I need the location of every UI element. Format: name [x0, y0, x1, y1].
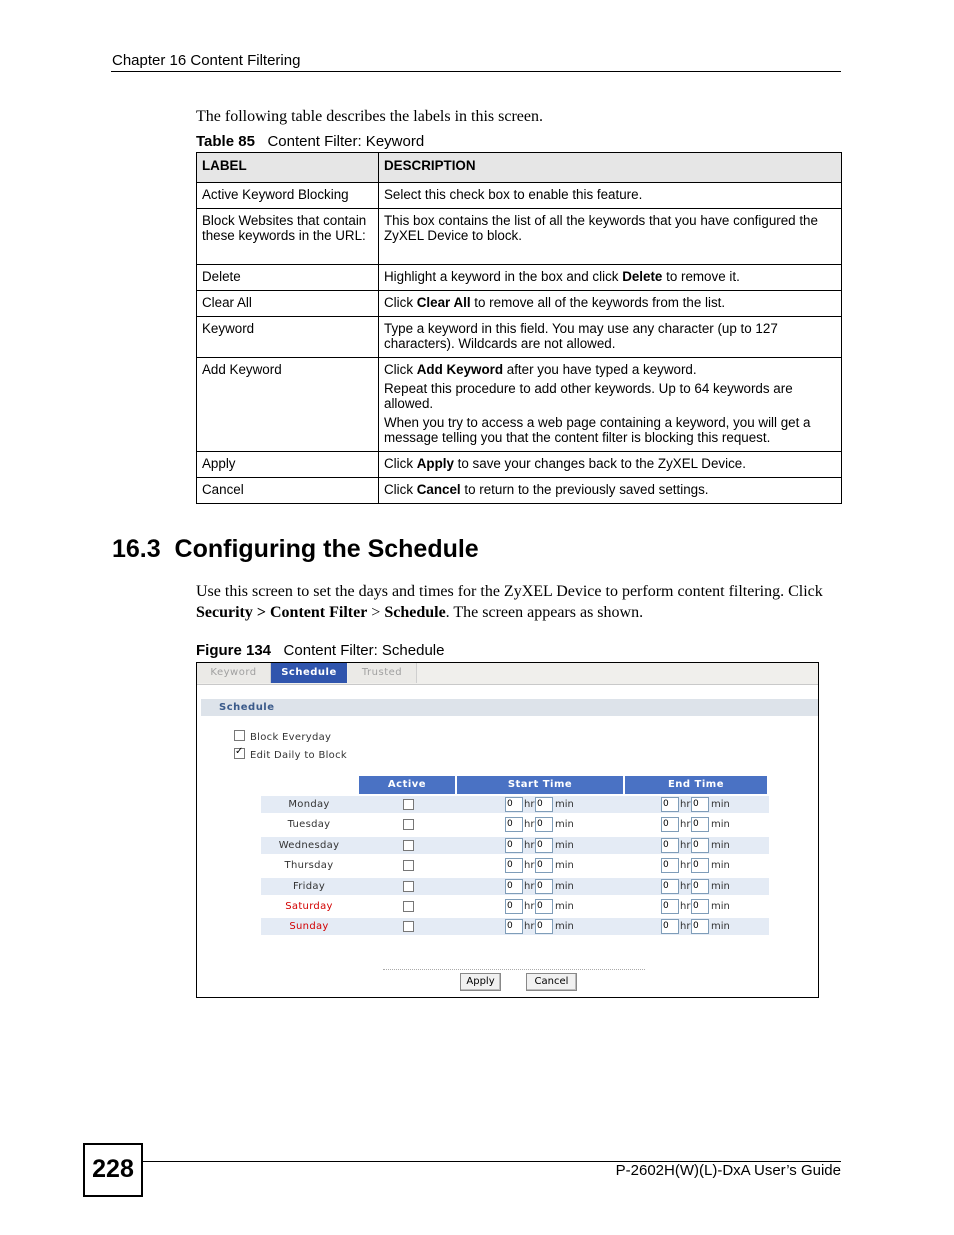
hr-unit-label: hr — [680, 819, 691, 831]
start-minute-input[interactable]: 0 — [535, 879, 553, 894]
end-minute-input[interactable]: 0 — [691, 919, 709, 934]
min-unit-label: min — [555, 901, 574, 912]
day-label: Monday — [288, 799, 330, 810]
desc-paragraph — [384, 362, 836, 377]
hr-unit-label: hr — [680, 799, 691, 810]
start-hour-input[interactable]: 0 — [505, 838, 523, 853]
hr-unit-label: hr — [524, 819, 535, 831]
hr-unit-label: hr — [524, 880, 535, 892]
day-active-checkbox[interactable] — [403, 840, 414, 851]
min-unit-label: min — [711, 921, 730, 933]
desc-text: to remove it. — [662, 269, 740, 284]
end-hour-input[interactable]: 0 — [661, 817, 679, 832]
guide-title: P-2602H(W)(L)-DxA User’s Guide — [615, 1162, 841, 1179]
col-label-header: LABEL — [197, 153, 379, 183]
desc-text: to remove all of the keywords from the list. — [470, 295, 726, 310]
desc-text: to save your changes back to the ZyXEL Device. — [453, 456, 746, 471]
cancel-button[interactable]: Cancel — [526, 973, 577, 991]
edit-daily-option — [234, 748, 347, 761]
col-active-header: Active — [359, 776, 455, 794]
row-label: Keyword — [197, 317, 379, 358]
row-description — [379, 478, 842, 504]
hr-unit-label: hr — [524, 799, 535, 810]
row-label: Block Websites that contain these keywords in the URL: — [197, 209, 379, 265]
section-title: 16.3 Configuring the Schedule — [112, 535, 479, 563]
end-hour-input[interactable]: 0 — [661, 797, 679, 812]
desc-text: Click — [384, 295, 417, 310]
nav-separator: > — [367, 603, 385, 621]
figure-caption-title: Content Filter: Schedule — [283, 642, 445, 659]
start-minute-input[interactable]: 0 — [535, 858, 553, 873]
start-minute-input[interactable]: 0 — [535, 838, 553, 853]
row-label: Add Keyword — [197, 358, 379, 452]
figure-caption-number: Figure 134 — [196, 642, 272, 659]
end-hour-input[interactable]: 0 — [661, 858, 679, 873]
edit-daily-checkbox[interactable] — [234, 748, 245, 759]
row-label: Cancel — [197, 478, 379, 504]
day-active-checkbox[interactable] — [403, 901, 414, 912]
end-minute-input[interactable]: 0 — [691, 817, 709, 832]
row-description: Select this check box to enable this feature. — [379, 183, 842, 209]
row-description — [379, 291, 842, 317]
section-body — [196, 582, 836, 623]
day-label: Wednesday — [278, 839, 340, 851]
page-number: 228 — [92, 1155, 134, 1183]
desc-text: Click — [384, 482, 417, 497]
desc-bold: Clear All — [416, 295, 471, 310]
hr-unit-label: hr — [524, 860, 535, 872]
hr-unit-label: hr — [524, 901, 535, 912]
table-row — [197, 358, 842, 452]
min-unit-label: min — [555, 839, 574, 851]
min-unit-label: min — [555, 819, 574, 831]
schedule-screenshot — [196, 662, 819, 998]
hr-unit-label: hr — [680, 880, 691, 892]
start-minute-input[interactable]: 0 — [535, 797, 553, 812]
start-hour-input[interactable]: 0 — [505, 899, 523, 914]
table-row — [197, 478, 842, 504]
hr-unit-label: hr — [524, 839, 535, 851]
row-description — [379, 358, 842, 452]
table-row — [197, 291, 842, 317]
start-minute-input[interactable]: 0 — [535, 817, 553, 832]
schedule-section-title: Schedule — [219, 702, 275, 713]
day-active-checkbox[interactable] — [403, 881, 414, 892]
table-row — [197, 317, 842, 358]
end-minute-input[interactable]: 0 — [691, 858, 709, 873]
desc-paragraph: When you try to access a web page containing a keyword, you will get a message telling you that the content filter is blocking this request. — [384, 415, 811, 445]
col-end-time-header: End Time — [625, 776, 767, 794]
tab-bar — [197, 663, 818, 685]
figure-caption — [196, 642, 444, 659]
schedule-row — [261, 796, 769, 813]
row-label: Active Keyword Blocking — [197, 183, 379, 209]
block-everyday-checkbox[interactable] — [234, 730, 245, 741]
min-unit-label: min — [711, 839, 730, 851]
day-active-checkbox[interactable] — [403, 921, 414, 932]
start-minute-input[interactable]: 0 — [535, 919, 553, 934]
schedule-row — [261, 857, 769, 874]
row-description: This box contains the list of all the keywords that you have configured the ZyXEL Device to block. — [379, 209, 842, 265]
row-description: Type a keyword in this field. You may use any character (up to 127 characters). Wildcards are not allowed. — [379, 317, 842, 358]
keyword-label-table — [196, 152, 842, 504]
hr-unit-label: hr — [680, 860, 691, 872]
day-active-checkbox[interactable] — [403, 860, 414, 871]
min-unit-label: min — [711, 880, 730, 892]
min-unit-label: min — [711, 799, 730, 810]
nav-path-security: Security > Content Filter — [196, 603, 368, 621]
block-everyday-label: Block Everyday — [250, 732, 332, 743]
table-row — [197, 183, 842, 209]
end-hour-input[interactable]: 0 — [661, 879, 679, 894]
start-hour-input[interactable]: 0 — [505, 858, 523, 873]
start-hour-input[interactable]: 0 — [505, 817, 523, 832]
schedule-row — [261, 878, 769, 895]
min-unit-label: min — [555, 880, 574, 892]
end-minute-input[interactable]: 0 — [691, 899, 709, 914]
intro-text: The following table describes the labels in this screen. — [196, 108, 544, 125]
apply-button[interactable]: Apply — [460, 973, 501, 991]
nav-path-schedule: Schedule — [384, 603, 446, 621]
table-caption-title: Content Filter: Keyword — [267, 133, 425, 150]
min-unit-label: min — [711, 860, 730, 872]
desc-text: Click — [384, 456, 417, 471]
table-header-row — [197, 153, 842, 183]
block-everyday-option — [234, 730, 331, 743]
desc-bold: Add Keyword — [416, 362, 504, 377]
tab-keyword[interactable]: Keyword — [197, 663, 271, 683]
button-divider — [383, 969, 645, 970]
row-label: Delete — [197, 265, 379, 291]
desc-text: Click — [384, 362, 417, 377]
table-caption-number: Table 85 — [196, 133, 255, 150]
min-unit-label: min — [555, 921, 574, 933]
day-label: Sunday — [289, 921, 329, 933]
col-start-time-header: Start Time — [457, 776, 623, 794]
day-active-checkbox[interactable] — [403, 799, 414, 810]
schedule-section-bar — [201, 699, 818, 716]
hr-unit-label: hr — [524, 921, 535, 933]
header-rule — [111, 71, 841, 72]
tab-schedule[interactable]: Schedule — [271, 663, 347, 683]
schedule-row — [261, 898, 769, 915]
body-text: . The screen appears as shown. — [445, 603, 644, 621]
row-label: Apply — [197, 452, 379, 478]
min-unit-label: min — [555, 860, 574, 872]
end-hour-input[interactable]: 0 — [661, 838, 679, 853]
table-row — [197, 265, 842, 291]
table-row — [197, 209, 842, 265]
end-minute-input[interactable]: 0 — [691, 838, 709, 853]
day-label: Friday — [292, 880, 326, 892]
desc-text: to return to the previously saved settings. — [460, 482, 709, 497]
day-label: Tuesday — [287, 819, 331, 831]
hr-unit-label: hr — [680, 921, 691, 933]
tab-trusted[interactable]: Trusted — [348, 663, 417, 683]
table-caption — [196, 133, 424, 150]
row-description — [379, 265, 842, 291]
body-text: Use this screen to set the days and times for the ZyXEL Device to perform content filtering. Click — [196, 583, 823, 600]
end-minute-input[interactable]: 0 — [691, 879, 709, 894]
schedule-row — [261, 918, 769, 935]
min-unit-label: min — [711, 901, 730, 912]
row-description — [379, 452, 842, 478]
desc-bold: Cancel — [416, 482, 461, 497]
schedule-row — [261, 837, 769, 854]
desc-bold: Delete — [622, 269, 663, 284]
day-label: Thursday — [284, 860, 334, 872]
edit-daily-label: Edit Daily to Block — [250, 750, 347, 761]
end-minute-input[interactable]: 0 — [691, 797, 709, 812]
chapter-header: Chapter 16 Content Filtering — [112, 52, 301, 69]
schedule-row — [261, 816, 769, 833]
hr-unit-label: hr — [680, 839, 691, 851]
day-active-checkbox[interactable] — [403, 819, 414, 830]
end-hour-input[interactable]: 0 — [661, 899, 679, 914]
min-unit-label: min — [555, 799, 574, 810]
min-unit-label: min — [711, 819, 730, 831]
day-label: Saturday — [285, 901, 333, 912]
table-row — [197, 452, 842, 478]
desc-text: Highlight a keyword in the box and click — [384, 269, 623, 284]
start-minute-input[interactable]: 0 — [535, 899, 553, 914]
hr-unit-label: hr — [680, 901, 691, 912]
col-description-header: DESCRIPTION — [379, 153, 842, 183]
start-hour-input[interactable]: 0 — [505, 919, 523, 934]
desc-paragraph: Repeat this procedure to add other keywords. Up to 64 keywords are allowed. — [384, 381, 793, 411]
start-hour-input[interactable]: 0 — [505, 797, 523, 812]
start-hour-input[interactable]: 0 — [505, 879, 523, 894]
row-label: Clear All — [197, 291, 379, 317]
end-hour-input[interactable]: 0 — [661, 919, 679, 934]
desc-bold: Apply — [416, 456, 454, 471]
desc-text: after you have typed a keyword. — [503, 362, 697, 377]
